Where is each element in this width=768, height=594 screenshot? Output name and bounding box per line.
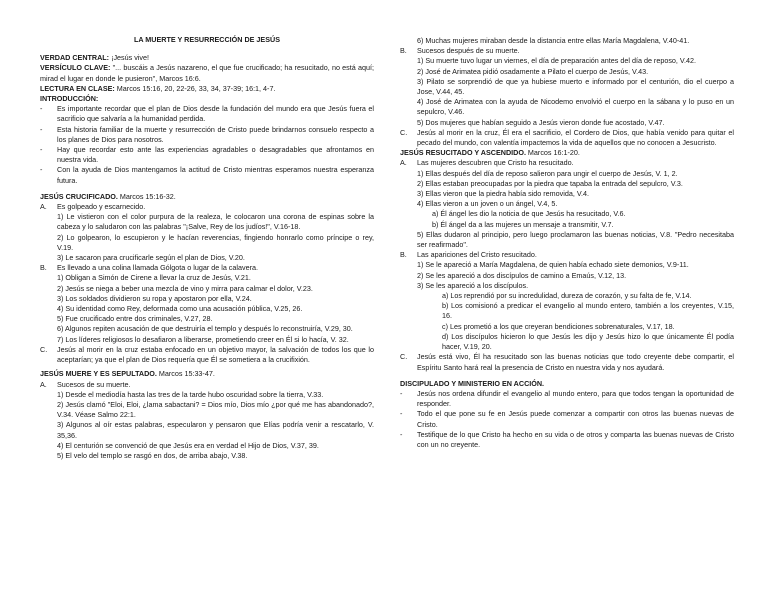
resucitado-a: [400, 158, 734, 168]
introduccion-heading: INTRODUCCIÓN:: [40, 94, 99, 104]
list-item: 3) Pilato se sorprendió de que ya hubiese muerto e informado por el centurión, dio el cuerpo a Jose, V.44, 45.: [417, 76, 734, 97]
resucitado-c: [400, 352, 734, 372]
list-item: 3) Se les apareció a los discípulos.: [417, 280, 529, 290]
verdad-text: ¡Jesús vive!: [109, 53, 150, 63]
list-marker: -: [400, 429, 403, 439]
muerte-a: [40, 380, 374, 390]
intro-item: [40, 145, 374, 165]
crucificado-b: [40, 263, 374, 273]
crucificado-a: [40, 202, 374, 212]
resucitado-ref: Marcos 16:1-20.: [525, 148, 580, 158]
section-marker: C.: [400, 127, 408, 137]
list-marker: -: [400, 388, 403, 398]
muerte-c-text: Jesús al morir en la cruz, Él era el sacrificio, el Cordero de Dios, que había venido para quitar el pecado del mundo, con valentía impactemos la vida de aquellos que no conocen a Jesucristo.: [417, 127, 734, 148]
sub-list-item: a) Él ángel les dio la noticia de que Jesús ha resucitado, V.6.: [432, 209, 626, 219]
discipulado-item: [400, 389, 734, 409]
right-column: [400, 36, 734, 450]
discipulado-item-text: Todo el que pone su fe en Jesús puede comenzar a compartir con otros las buenas nuevas de Cristo.: [417, 409, 734, 429]
lectura-text: Marcos 15:16, 20, 22-26, 33, 34, 37-39; 16:1, 4-7.: [114, 83, 276, 93]
discipulado-item: [400, 430, 734, 450]
list-marker: -: [40, 165, 43, 175]
muerte-heading: [40, 369, 374, 379]
intro-item: [40, 104, 374, 124]
section-marker: A.: [40, 379, 47, 389]
list-item: 5) Dos mujeres que habían seguido a Jesús vieron donde fue acostado, V.47.: [417, 117, 665, 127]
crucificado-c-text: Jesús al morir en la cruz estaba enfocado en un objetivo mayor, la salvación de todos los que lo aceptarían; ya que el plan de Dios requería que Él se sometiera a la crucifixión.: [57, 344, 374, 365]
discipulado-heading: DISCIPULADO Y MINISTERIO EN ACCIÓN.: [400, 378, 545, 388]
resucitado-heading: [400, 148, 734, 158]
list-item: 5) Ellas dudaron al principio, pero luego proclamaron las buenas noticias, V.8. "Pedro necesitaba ser reafirmado".: [417, 229, 734, 250]
resucitado-b: [400, 250, 734, 260]
intro-item-text: Hay que recordar esto ante las experiencias agradables o desagradables que afrontamos en nuestra vida.: [57, 145, 374, 165]
versiculo-label: VERSÍCULO CLAVE:: [40, 63, 111, 73]
section-marker: A.: [40, 202, 47, 212]
resucitado-b-text: Las apariciones del Cristo resucitado.: [417, 250, 537, 260]
sub-list-item: b) Los comisionó a predicar el evangelio al mundo entero, también a los creyentes, V.15, 16.: [442, 301, 734, 321]
document-title: LA MUERTE Y RESURRECCIÓN DE JESÚS: [133, 35, 281, 44]
crucificado-heading: [40, 192, 374, 202]
list-marker: -: [40, 145, 43, 155]
versiculo-text: "... buscáis a Jesús nazareno, el que fue crucificado; ha resucitado, no está aquí; mirad el lugar en donde le pusieron", Marcos 16:6.: [40, 63, 374, 83]
lectura-clase: [40, 84, 374, 94]
section-marker: B.: [400, 46, 407, 56]
discipulado-item-text: Jesús nos ordena difundir el evangelio al mundo entero, para que todos tengan la oportunidad de responder.: [417, 388, 734, 409]
intro-item-text: Es importante recordar que el plan de Dios desde la fundación del mundo era que Jesús fuera el sacrificio que salvaría a la humanidad perdida.: [57, 104, 374, 124]
list-item: 3) Ellas vieron que la piedra había sido removida, V.4.: [417, 189, 589, 199]
sub-list-item: d) Los discípulos hicieron lo que Jesús les dijo y Jesús hizo lo que únicamente Él podía hacer, V.19, 20.: [442, 331, 734, 352]
list-item: 4) El centurión se convenció de que Jesús era en verdad el Hijo de Dios, V.37, 39.: [57, 440, 319, 450]
muerte-b: [400, 46, 734, 56]
verdad-label: VERDAD CENTRAL:: [40, 53, 110, 63]
sub-list-item: c) Les prometió a los que creyeran bendiciones sobrenaturales, V.17, 18.: [442, 321, 675, 331]
section-marker: C.: [400, 352, 408, 362]
crucificado-c: [40, 345, 374, 365]
versiculo-clave: [40, 63, 374, 83]
intro-item-text: Con la ayuda de Dios mantengamos la actitud de Cristo mientras esperamos nuestra esperanza futura.: [57, 165, 374, 185]
list-item: 1) Obligan a Simón de Cirene a llevar la cruz de Jesús, V.21.: [57, 273, 251, 283]
list-marker: -: [400, 409, 403, 419]
list-item: 2) Se les apareció a dos discípulos de camino a Emaús, V.12, 13.: [417, 270, 627, 280]
intro-item: [40, 125, 374, 145]
crucificado-b-text: Es llevado a una colina llamada Gólgota o lugar de la calavera.: [57, 263, 258, 273]
sub-list-item: a) Los reprendió por su incredulidad, dureza de corazón, y su falta de fe, V.14.: [442, 291, 692, 301]
list-marker: -: [40, 104, 43, 114]
list-item: 2) Ellas estaban preocupadas por la piedra que tapaba la entrada del sepulcro, V.3.: [417, 178, 683, 188]
list-marker: -: [40, 124, 43, 134]
crucificado-title: JESÚS CRUCIFICADO.: [40, 191, 118, 201]
crucificado-a-text: Es golpeado y escarnecido.: [57, 202, 146, 212]
intro-item: [40, 165, 374, 185]
list-item: 7) Los líderes religiosos lo desafiaron a liberarse, prometiendo creer en Él si lo hacía, V. 32.: [57, 334, 349, 344]
discipulado-item: [400, 409, 734, 429]
verdad-central: [40, 53, 374, 63]
list-item: 1) Su muerte tuvo lugar un viernes, el día de preparación antes del día de reposo, V.42.: [417, 56, 697, 66]
list-item: 6) Algunos repiten acusación de que destruiría el templo y después lo reconstruiría, V.29, 30.: [57, 324, 353, 334]
list-item: 4) Su identidad como Rey, deformada como una acusación pública, V.25, 26.: [57, 304, 303, 314]
resucitado-title: JESÚS RESUCITADO Y ASCENDIDO.: [400, 148, 526, 158]
lectura-label: LECTURA EN CLASE:: [40, 83, 115, 93]
list-item: 4) Ellas vieron a un joven o un ángel, V.4, 5.: [417, 199, 558, 209]
sub-list-item: b) Él ángel da a las mujeres un mensaje a transmitir, V.7.: [432, 219, 614, 229]
section-marker: B.: [40, 263, 47, 273]
left-column: [40, 35, 374, 461]
list-item: 1) Ellas después del día de reposo salieron para ungir el cuerpo de Jesús, V. 1, 2.: [417, 168, 678, 178]
list-item: 2) Jesús se niega a beber una mezcla de vino y mirra para calmar el dolor, V.23.: [57, 283, 313, 293]
discipulado-item-text: Testifique de lo que Cristo ha hecho en su vida o de otros y comparta las buenas nuevas de Cristo con un no creyente.: [417, 429, 734, 449]
list-item: 3) Algunos al oír estas palabras, especularon y pensaron que Elías podría venir a rescatarlo, V. 35,36.: [57, 420, 374, 440]
list-item: 3) Los soldados dividieron su ropa y apostaron por ella, V.24.: [57, 293, 252, 303]
list-item: 4) José de Arimatea con la ayuda de Nicodemo envolvió el cuerpo en la sábana y lo puso en un sepulcro, V.46.: [417, 97, 734, 117]
list-item: 6) Muchas mujeres miraban desde la distancia entre ellas María Magdalena, V.40-41.: [417, 36, 690, 45]
muerte-c: [400, 128, 734, 148]
muerte-title: JESÚS MUERE Y ES SEPULTADO.: [40, 369, 157, 379]
list-item: 1) Le vistieron con el color purpura de la realeza, le colocaron una corona de espinas sobre la cabeza y lo saludaron con las palabras "¡Salve, Rey de los judíos!", V.16-18.: [57, 212, 374, 232]
section-marker: A.: [400, 158, 407, 168]
list-item: 5) El velo del templo se rasgó en dos, de arriba abajo, V.38.: [57, 450, 248, 460]
resucitado-a-text: Las mujeres descubren que Cristo ha resucitado.: [417, 158, 574, 168]
intro-item-text: Esta historia familiar de la muerte y resurrección de Cristo puede brindarnos consuelo respecto a los planes de Dios para nosotros.: [57, 124, 374, 144]
list-item: 2) José de Arimatea pidió osadamente a Pilato el cuerpo de Jesús, V.43.: [417, 66, 649, 76]
resucitado-c-text: Jesús está vivo, Él ha resucitado son las buenas noticias que todo creyente debe compartir, el Espíritu Santo hará real la presencia de Cristo en nuestra vida y nos ayudará.: [417, 352, 734, 372]
list-item: 3) Le sacaron para crucificarle según el plan de Dios, V.20.: [57, 253, 245, 263]
muerte-ref: Marcos 15:33-47.: [156, 369, 215, 379]
crucificado-ref: Marcos 15:16-32.: [117, 191, 176, 201]
list-item: 5) Fue crucificado entre dos criminales, V.27, 28.: [57, 314, 213, 324]
list-item: 2) Lo golpearon, lo escupieron y le hacían reverencias, fingiendo honrarlo como príncipe o rey, V.19.: [57, 232, 374, 252]
list-item: 1) Se le apareció a María Magdalena, de quien había echado siete demonios, V.9-11.: [417, 260, 689, 270]
list-item: 2) Jesús clamó "Eloi, Eloi, ¿lama sabactani? = Dios mío, Dios mío ¿por qué me has abandonado?, V.34. Véase Salmo 22:1.: [57, 399, 374, 420]
muerte-a-text: Sucesos de su muerte.: [57, 379, 131, 389]
section-marker: C.: [40, 344, 48, 354]
section-marker: B.: [400, 250, 407, 260]
list-item: 1) Desde el mediodía hasta las tres de la tarde hubo oscuridad sobre la tierra, V.33.: [57, 389, 324, 399]
muerte-b-text: Sucesos después de su muerte.: [417, 46, 520, 56]
